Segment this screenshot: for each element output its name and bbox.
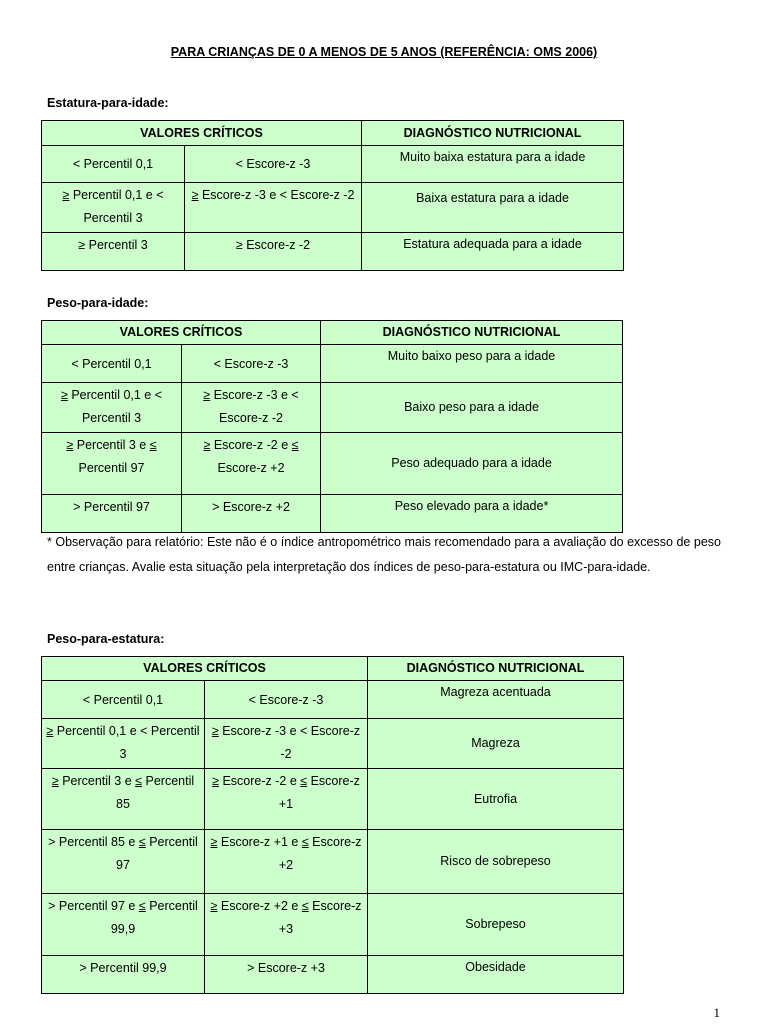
table-row bbox=[42, 383, 623, 433]
gte-symbol: ≥ bbox=[211, 724, 219, 738]
percentile-cell: ≥ Percentil 3 bbox=[42, 233, 185, 271]
diagnosis-cell: Peso elevado para a idade* bbox=[321, 495, 623, 533]
gte-symbol: ≥ bbox=[66, 438, 74, 452]
table-row bbox=[42, 769, 624, 830]
percentile-text: Percentil 3 e bbox=[58, 774, 136, 788]
percentile-cell bbox=[42, 183, 185, 233]
diagnosis-cell: Eutrofia bbox=[368, 769, 624, 830]
percentile-cell: < Percentil 0,1 bbox=[42, 681, 205, 719]
diagnosis-cell: Sobrepeso bbox=[368, 894, 624, 956]
percentile-cell: > Percentil 97 bbox=[42, 495, 182, 533]
zscore-cell: > Escore-z +2 bbox=[182, 495, 321, 533]
diagnosis-cell: Muito baixo peso para a idade bbox=[321, 345, 623, 383]
diagnosis-cell: Magreza acentuada bbox=[368, 681, 624, 719]
zscore-cell: ≥ Escore-z -2 bbox=[185, 233, 362, 271]
header-valores-criticos: VALORES CRÍTICOS bbox=[42, 121, 362, 146]
percentile-text: Percentil 0,1 e < Percentil 3 bbox=[53, 724, 200, 761]
header-diagnostico: DIAGNÓSTICO NUTRICIONAL bbox=[321, 321, 623, 345]
zscore-cell bbox=[205, 830, 368, 894]
diagnosis-cell: Risco de sobrepeso bbox=[368, 830, 624, 894]
lte-symbol: ≤ bbox=[138, 899, 146, 913]
zscore-text: Escore-z -3 e < Escore-z -2 bbox=[198, 188, 355, 202]
table-estatura bbox=[41, 120, 624, 271]
gte-symbol: ≥ bbox=[203, 388, 211, 402]
section-heading-peso-estatura: Peso-para-estatura: bbox=[47, 632, 165, 646]
lte-symbol: ≤ bbox=[135, 774, 143, 788]
gte-symbol: ≥ bbox=[191, 188, 199, 202]
zscore-text-2: Escore-z +3 bbox=[278, 899, 362, 936]
diagnosis-cell: Baixo peso para a idade bbox=[321, 383, 623, 433]
table-row bbox=[42, 433, 623, 495]
diagnosis-cell: Peso adequado para a idade bbox=[321, 433, 623, 495]
percentile-cell bbox=[42, 383, 182, 433]
lte-symbol: ≤ bbox=[301, 835, 309, 849]
gte-symbol: ≥ bbox=[210, 899, 218, 913]
percentile-text-2: Percentil 97 bbox=[116, 835, 198, 872]
zscore-text-2: Escore-z +2 bbox=[217, 461, 285, 475]
zscore-text: Escore-z +2 e bbox=[217, 899, 302, 913]
zscore-text: Escore-z -2 e bbox=[218, 774, 301, 788]
table-row bbox=[42, 956, 624, 994]
zscore-cell: > Escore-z +3 bbox=[205, 956, 368, 994]
table-row bbox=[42, 830, 624, 894]
section-heading-peso-idade: Peso-para-idade: bbox=[47, 296, 149, 310]
zscore-cell bbox=[205, 894, 368, 956]
table-peso-estatura bbox=[41, 656, 624, 994]
gte-symbol: ≥ bbox=[212, 774, 219, 788]
lte-symbol: ≤ bbox=[149, 438, 157, 452]
table-row bbox=[42, 146, 624, 183]
zscore-cell: < Escore-z -3 bbox=[185, 146, 362, 183]
diagnosis-cell: Baixa estatura para a idade bbox=[362, 183, 624, 233]
gte-symbol: ≥ bbox=[62, 188, 70, 202]
table-row bbox=[42, 894, 624, 956]
lte-symbol: ≤ bbox=[138, 835, 146, 849]
diagnosis-cell: Estatura adequada para a idade bbox=[362, 233, 624, 271]
lte-symbol: ≤ bbox=[300, 774, 308, 788]
gte-symbol: ≥ bbox=[46, 724, 54, 738]
table-row bbox=[42, 233, 624, 271]
header-diagnostico: DIAGNÓSTICO NUTRICIONAL bbox=[362, 121, 624, 146]
percentile-text: Percentil 0,1 e < Percentil 3 bbox=[69, 188, 164, 225]
table-row bbox=[42, 719, 624, 769]
lte-symbol: ≤ bbox=[301, 899, 309, 913]
percentile-cell bbox=[42, 894, 205, 956]
percentile-text-2: Percentil 97 bbox=[78, 461, 145, 475]
zscore-cell: < Escore-z -3 bbox=[205, 681, 368, 719]
zscore-cell bbox=[205, 769, 368, 830]
diagnosis-cell: Muito baixa estatura para a idade bbox=[362, 146, 624, 183]
diagnosis-cell: Magreza bbox=[368, 719, 624, 769]
percentile-cell: > Percentil 99,9 bbox=[42, 956, 205, 994]
observation-note: * Observação para relatório: Este não é o índice antropométrico mais recomendado para a avaliação do excesso de peso entre crianças. Avalie esta situação pela interpretação dos índices de peso-para-estatura ou IMC-para-idade. bbox=[47, 535, 721, 574]
zscore-text: Escore-z -2 e bbox=[210, 438, 292, 452]
percentile-cell: < Percentil 0,1 bbox=[42, 345, 182, 383]
header-diagnostico: DIAGNÓSTICO NUTRICIONAL bbox=[368, 657, 624, 681]
gte-symbol: ≥ bbox=[203, 438, 211, 452]
percentile-cell bbox=[42, 719, 205, 769]
gte-symbol: ≥ bbox=[60, 388, 68, 402]
percentile-cell bbox=[42, 830, 205, 894]
zscore-text: Escore-z +1 e bbox=[217, 835, 302, 849]
table-row bbox=[42, 345, 623, 383]
diagnosis-cell: Obesidade bbox=[368, 956, 624, 994]
zscore-cell bbox=[205, 719, 368, 769]
zscore-text: Escore-z -3 e < Escore-z -2 bbox=[218, 724, 361, 761]
percentile-cell: < Percentil 0,1 bbox=[42, 146, 185, 183]
percentile-text: > Percentil 97 e bbox=[48, 899, 139, 913]
percentile-text-2: Percentil 99,9 bbox=[110, 899, 198, 936]
zscore-text: Escore-z -3 e < Escore-z -2 bbox=[210, 388, 299, 425]
zscore-text-2: Escore-z +2 bbox=[278, 835, 362, 872]
percentile-text: > Percentil 85 e bbox=[48, 835, 139, 849]
table-row bbox=[42, 495, 623, 533]
percentile-cell bbox=[42, 433, 182, 495]
zscore-text-2: Escore-z +1 bbox=[278, 774, 360, 811]
percentile-cell bbox=[42, 769, 205, 830]
percentile-text-2: Percentil 85 bbox=[116, 774, 195, 811]
percentile-text: Percentil 3 e bbox=[73, 438, 150, 452]
page-number: 1 bbox=[713, 1005, 720, 1020]
percentile-text: Percentil 0,1 e < Percentil 3 bbox=[67, 388, 163, 425]
gte-symbol: ≥ bbox=[210, 835, 218, 849]
table-row bbox=[42, 183, 624, 233]
table-peso-idade bbox=[41, 320, 623, 533]
header-valores-criticos: VALORES CRÍTICOS bbox=[42, 321, 321, 345]
lte-symbol: ≤ bbox=[291, 438, 299, 452]
zscore-cell bbox=[182, 383, 321, 433]
table-row bbox=[42, 681, 624, 719]
zscore-cell: < Escore-z -3 bbox=[182, 345, 321, 383]
zscore-cell bbox=[185, 183, 362, 233]
zscore-cell bbox=[182, 433, 321, 495]
section-heading-estatura: Estatura-para-idade: bbox=[47, 96, 169, 110]
gte-symbol: ≥ bbox=[51, 774, 59, 788]
page-title: PARA CRIANÇAS DE 0 A MENOS DE 5 ANOS (REFERÊNCIA: OMS 2006) bbox=[170, 45, 598, 59]
header-valores-criticos: VALORES CRÍTICOS bbox=[42, 657, 368, 681]
